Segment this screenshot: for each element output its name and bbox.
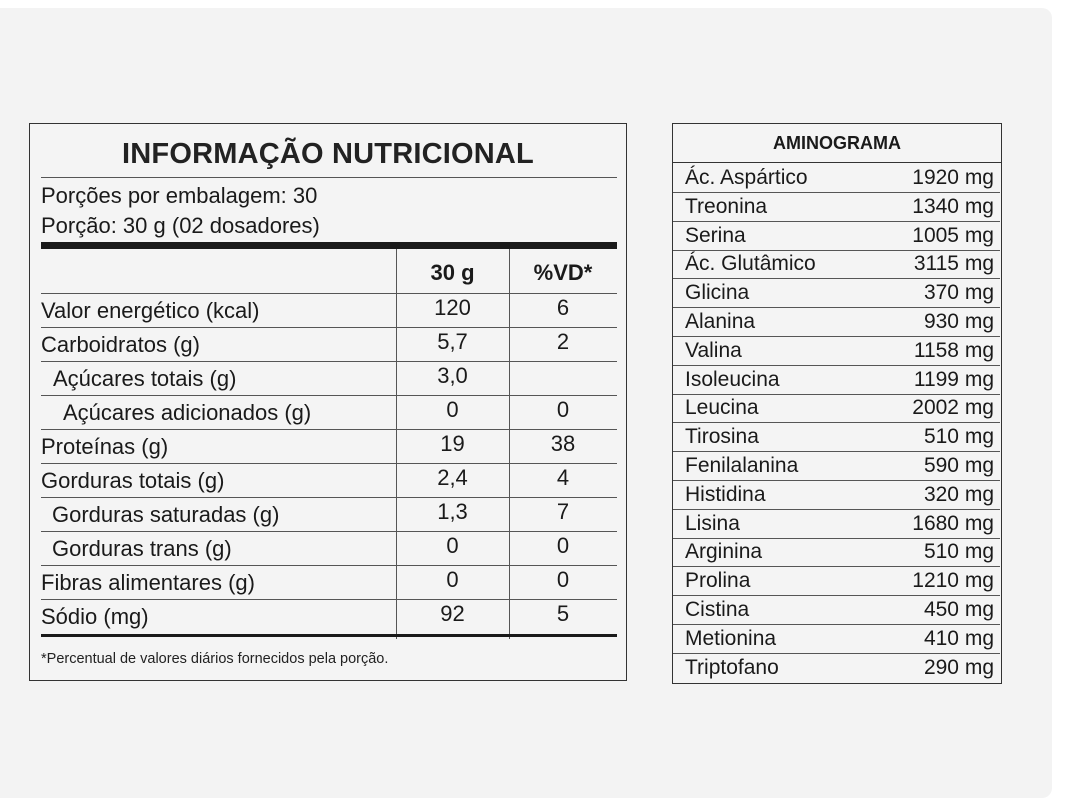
amino-label: Alanina (685, 310, 756, 333)
nutrient-label: Açúcares adicionados (g) (63, 400, 312, 425)
amino-row (673, 596, 1000, 625)
nutrient-label: Gorduras trans (g) (52, 536, 232, 561)
amino-row (673, 308, 1000, 337)
amino-value: 290 mg (923, 655, 994, 679)
amino-row (673, 394, 1000, 423)
amino-row (673, 279, 1000, 308)
amino-row (673, 452, 1000, 481)
amino-value: 410 mg (923, 626, 994, 650)
aminograma-table (672, 123, 1002, 684)
amino-label: Histidina (685, 482, 766, 506)
nutrition-title: INFORMAÇÃO NUTRICIONAL (122, 138, 534, 170)
nutrient-row (41, 498, 617, 532)
amino-row (673, 366, 1000, 395)
amino-value: 1340 mg (912, 194, 994, 218)
amino-row (673, 337, 1000, 366)
footnote: *Percentual de valores diários fornecidos pela porção. (41, 651, 389, 667)
amino-value: 510 mg (923, 540, 994, 564)
amino-row (673, 654, 1000, 683)
nutrient-dv: 7 (556, 499, 570, 524)
aminograma-title: AMINOGRAMA (673, 124, 1001, 163)
nutrient-amount: 1,3 (437, 499, 468, 524)
amino-row (673, 250, 1000, 279)
amino-value: 1005 mg (912, 223, 994, 247)
amino-label: Ác. Glutâmico (685, 252, 816, 276)
amino-label: Treonina (685, 194, 768, 218)
amino-row (673, 164, 1000, 193)
nutrient-row (41, 430, 617, 464)
nutrient-row (41, 566, 617, 600)
amino-value: 1680 mg (912, 511, 994, 535)
amino-value: 930 mg (923, 310, 994, 333)
nutrient-dv: 2 (556, 329, 570, 354)
nutrient-row (41, 328, 617, 362)
nutrient-dv: 5 (556, 601, 570, 626)
amino-row (673, 538, 1000, 567)
nutrient-amount: 120 (434, 295, 471, 320)
nutrient-label: Gorduras saturadas (g) (52, 502, 280, 527)
amino-row (673, 510, 1000, 539)
amino-value: 1210 mg (912, 569, 994, 593)
nutrition-facts-table (29, 123, 627, 681)
nutrient-dv: 6 (556, 295, 570, 320)
amino-value: 1199 mg (913, 367, 994, 391)
amino-label: Tirosina (685, 425, 759, 449)
amino-row (673, 567, 1000, 596)
nutrient-amount: 19 (440, 431, 465, 456)
nutrient-amount: 5,7 (437, 329, 468, 354)
amino-label: Arginina (685, 540, 763, 564)
amino-label: Lisina (685, 511, 740, 535)
nutrient-label: Gorduras totais (g) (41, 468, 225, 493)
amino-value: 370 mg (923, 281, 994, 305)
serving-size: Porção: 30 g (02 dosadores) (41, 213, 320, 238)
amino-label: Cistina (685, 598, 750, 621)
amino-label: Leucina (685, 396, 759, 420)
thick-divider (41, 242, 617, 249)
nutrient-dv: 0 (556, 533, 570, 558)
nutrient-row (41, 532, 617, 566)
amino-value: 2002 mg (912, 396, 994, 420)
amino-label: Metionina (685, 626, 777, 650)
nutrient-row (41, 362, 617, 396)
nutrient-label: Sódio (mg) (41, 604, 149, 629)
nutrient-dv: 0 (556, 397, 570, 422)
amino-row (673, 625, 1000, 654)
amino-label: Prolina (685, 569, 751, 593)
amino-label: Triptofano (685, 655, 779, 679)
nutrient-dv: 0 (556, 567, 570, 592)
nutrient-dv: 38 (550, 431, 576, 456)
amino-label: Isoleucina (685, 367, 780, 391)
nutrient-row (41, 294, 617, 328)
nutrient-amount: 0 (446, 567, 459, 592)
nutrient-label: Carboidratos (g) (41, 332, 200, 357)
nutrient-amount: 0 (446, 397, 459, 422)
amino-row (673, 222, 1000, 251)
nutrient-row (41, 464, 617, 498)
amino-label: Ác. Aspártico (685, 166, 808, 189)
nutrient-label: Açúcares totais (g) (53, 366, 237, 391)
nutrient-amount: 3,0 (437, 363, 468, 388)
nutrient-amount: 92 (440, 601, 465, 626)
nutrient-label: Fibras alimentares (g) (41, 570, 255, 595)
column-header-dv: %VD* (533, 260, 593, 285)
amino-value: 450 mg (923, 598, 994, 621)
amino-label: Glicina (685, 281, 750, 305)
divider (41, 177, 617, 178)
amino-row (673, 481, 1000, 510)
nutrient-label: Valor energético (kcal) (41, 298, 260, 323)
nutrient-amount: 2,4 (437, 465, 468, 490)
servings-per-pack: Porções por embalagem: 30 (41, 183, 318, 208)
amino-value: 3115 mg (913, 252, 994, 276)
column-header-amount: 30 g (430, 260, 475, 285)
amino-label: Fenilalanina (685, 454, 799, 477)
amino-row (673, 193, 1000, 222)
amino-label: Valina (685, 338, 742, 362)
amino-value: 590 mg (923, 454, 994, 477)
nutrient-dv: 4 (556, 465, 570, 490)
amino-row (673, 423, 1000, 452)
nutrient-label: Proteínas (g) (41, 434, 169, 459)
amino-value: 1158 mg (913, 338, 994, 362)
amino-value: 510 mg (923, 425, 994, 449)
nutrient-row (41, 600, 617, 637)
amino-value: 1920 mg (912, 166, 994, 189)
nutrient-row (41, 396, 617, 430)
amino-label: Serina (685, 223, 746, 247)
nutrient-amount: 0 (446, 533, 459, 558)
amino-value: 320 mg (923, 482, 994, 506)
